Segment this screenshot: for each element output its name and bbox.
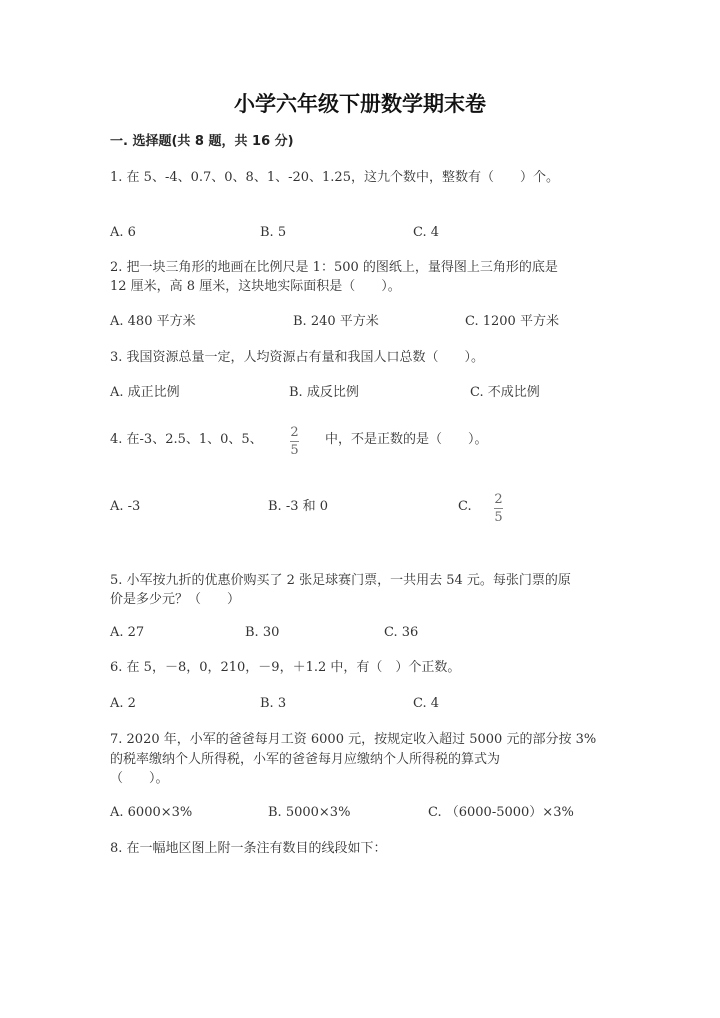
fraction-bar xyxy=(290,441,299,442)
question-6-option-a[interactable]: A. 2 xyxy=(110,696,136,711)
question-4-fraction xyxy=(290,426,299,457)
question-3-option-c[interactable]: C. 不成比例 xyxy=(470,385,540,400)
question-6-option-b[interactable]: B. 3 xyxy=(260,696,287,711)
question-2-text-line2: 12 厘米，高 8 厘米，这块地实际面积是（ ）。 xyxy=(110,279,401,294)
question-1-option-b[interactable]: B. 5 xyxy=(260,225,287,240)
page-title: 小学六年级下册数学期末卷 xyxy=(234,92,486,116)
question-2-text-line1: 2. 把一块三角形的地画在比例尺是 1：500 的图纸上，量得图上三角形的底是 xyxy=(110,260,558,275)
question-7-option-a[interactable]: A. 6000×3% xyxy=(110,805,193,820)
question-5-option-c[interactable]: C. 36 xyxy=(384,625,419,640)
question-4-option-b[interactable]: B. -3 和 0 xyxy=(268,499,329,514)
fraction-numerator: 2 xyxy=(290,425,299,440)
question-2-option-a[interactable]: A. 480 平方米 xyxy=(110,314,196,329)
fraction-numerator: 2 xyxy=(494,492,503,507)
question-3-option-a[interactable]: A. 成正比例 xyxy=(110,385,180,400)
fraction-bar xyxy=(494,508,503,509)
question-4-text-part1: 4. 在-3、2.5、1、0、5、 xyxy=(110,432,263,447)
question-2-option-b[interactable]: B. 240 平方米 xyxy=(293,314,379,329)
question-5-option-a[interactable]: A. 27 xyxy=(110,625,145,640)
question-7-option-c[interactable]: C. （6000-5000）×3% xyxy=(428,805,574,820)
question-5-option-b[interactable]: B. 30 xyxy=(245,625,280,640)
question-8-text: 8. 在一幅地区图上附一条注有数目的线段如下： xyxy=(110,841,387,856)
fraction-denominator: 5 xyxy=(290,443,299,458)
question-1-option-a[interactable]: A. 6 xyxy=(110,225,136,240)
question-1-option-c[interactable]: C. 4 xyxy=(413,225,440,240)
question-6-option-c[interactable]: C. 4 xyxy=(413,696,440,711)
section-heading: 一. 选择题(共 8 题，共 16 分) xyxy=(110,134,294,149)
question-6-text: 6. 在 5，－8，0，210，－9，＋1.2 中，有（ ）个正数。 xyxy=(110,660,461,675)
question-2-option-c[interactable]: C. 1200 平方米 xyxy=(465,314,559,329)
question-7-text-line3: （ ）。 xyxy=(110,771,169,786)
question-3-option-b[interactable]: B. 成反比例 xyxy=(289,385,359,400)
question-7-option-b[interactable]: B. 5000×3% xyxy=(268,805,351,820)
question-4-option-a[interactable]: A. -3 xyxy=(110,499,141,514)
question-3-text: 3. 我国资源总量一定，人均资源占有量和我国人口总数（ ）。 xyxy=(110,350,485,365)
question-5-text-line2: 价是多少元？（ ） xyxy=(110,592,241,607)
question-4-option-c[interactable]: C. xyxy=(458,499,472,514)
fraction-denominator: 5 xyxy=(494,510,503,525)
question-4-option-c-fraction xyxy=(494,493,503,524)
question-1-text: 1. 在 5、-4、0.7、0、8、1、-20、1.25，这九个数中，整数有（ ）个。 xyxy=(110,170,559,185)
question-7-text-line2: 的税率缴纳个人所得税，小军的爸爸每月应缴纳个人所得税的算式为 xyxy=(110,752,501,767)
question-4-text-part2: 中，不是正数的是（ ）。 xyxy=(325,432,488,447)
question-5-text-line1: 5. 小军按九折的优惠价购买了 2 张足球赛门票，一共用去 54 元。每张门票的原 xyxy=(110,573,571,588)
question-7-text-line1: 7. 2020 年，小军的爸爸每月工资 6000 元，按规定收入超过 5000 元的部分按 3% xyxy=(110,732,597,747)
